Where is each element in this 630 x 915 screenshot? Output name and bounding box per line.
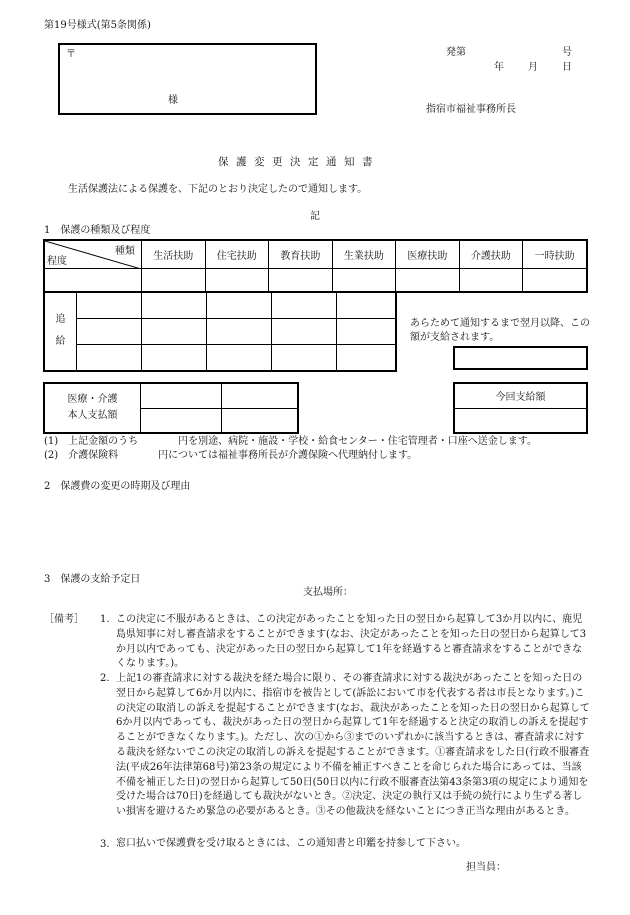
self-pay-label-1: 医療・介護: [67, 394, 118, 405]
amount-cell: [269, 268, 333, 292]
supplement-cell: [142, 345, 207, 371]
corner-cell: [44, 240, 142, 268]
supplement-cell: [337, 319, 397, 345]
issue-year: 年: [494, 62, 504, 73]
tsui-label: 追: [55, 314, 66, 326]
remark-2-num: 2.: [100, 673, 110, 684]
document-title: 保護変更決定通知書: [218, 156, 380, 168]
supplement-cell: [207, 319, 272, 345]
kyu-label: 給: [55, 336, 66, 348]
amount-cell: [459, 268, 523, 292]
current-payment-table: [453, 382, 588, 434]
supplement-cell: [77, 293, 142, 319]
amount-cell: [142, 268, 206, 292]
intro-text: 生活保護法による保護を、下記のとおり決定したので通知します。: [68, 184, 368, 195]
supplement-cell: [272, 345, 337, 371]
issuer: 指宿市福祉事務所長: [426, 104, 516, 115]
remark-3-num: 3.: [100, 839, 110, 850]
issue-number-label: 発第: [446, 47, 466, 58]
staff-label: 担当員：: [466, 862, 506, 873]
supplement-table: [43, 292, 397, 372]
current-payment-label: 今回支給額: [454, 383, 587, 408]
self-pay-cell: [222, 408, 299, 433]
supplement-cell: [142, 293, 207, 319]
amount-cell: [205, 268, 269, 292]
col-header: 教育扶助: [269, 240, 333, 268]
section3-heading: 3 保護の支給予定日: [44, 574, 141, 585]
col-header: 住宅扶助: [205, 240, 269, 268]
remark-3-text: 窓口払いで保護費を受け取るときには、この通知書と印鑑を持参して下さい。: [116, 838, 466, 849]
renotice-text: あらためて通知するまで翌月以降、この額が支給されます。: [410, 318, 590, 343]
corner-bottom-label: 程度: [47, 255, 67, 267]
col-header: 生業扶助: [332, 240, 396, 268]
issue-day: 日: [562, 62, 572, 73]
supplement-cell: [272, 319, 337, 345]
amount-cell: [44, 268, 142, 292]
remarks-label: ［備考］: [44, 614, 84, 625]
monthly-amount-box: [453, 346, 588, 370]
supplement-cell: [272, 293, 337, 319]
form-number: 第19号様式(第5条関係): [44, 20, 151, 31]
supplement-label-cell: [44, 293, 77, 371]
note-2: (2) 介護保険料 円については福祉事務所長が介護保険へ代理納付します。: [44, 450, 418, 461]
col-header: 生活扶助: [142, 240, 206, 268]
note-1: (1) 上記金額のうち 円を別途、病院・施設・学校・給食センター・住宅管理者・口座へ送金します。: [44, 436, 537, 447]
supplement-cell: [77, 345, 142, 371]
current-payment-value: [454, 408, 587, 433]
payment-place: 支払場所：: [303, 587, 353, 598]
ki-mark: 記: [310, 211, 320, 222]
supplement-cell: [207, 345, 272, 371]
honorific: 様: [168, 95, 178, 106]
supplement-cell: [337, 345, 397, 371]
col-header: 医療扶助: [396, 240, 460, 268]
remark-1-num: 1.: [100, 614, 110, 625]
self-pay-label: [44, 383, 141, 433]
postal-mark: 〒: [66, 49, 76, 60]
issue-month: 月: [528, 62, 538, 73]
col-header: 一時扶助: [523, 240, 587, 268]
col-header: 介護扶助: [459, 240, 523, 268]
self-pay-table: [43, 382, 299, 434]
remark-2-text: 上記1の審査請求に対する裁決を経た場合に限り、その審査請求に対する裁決があったことを知った日の翌日から起算して6か月以内に、指宿市を被告として(訴訟において市を代表する者は市長となります。)この決定の取消しの訴えを提起することができます(なお、裁決があったことを知った日の翌日から起算して6か月以内であっても、裁決があった日の翌日から起算して1年を経過すると決定の取消しの訴えを提起することができなくなります。)。ただし、次の①から③までのいずれかに該当するときは、審査請求に対する裁決を経ないでこの決定の取消しの訴えを提起することができます。①審査請求をした日(行政不服審査法(平成26年法律第68号)第23条の規定により不備を補正すべきことを命じられた場合にあっては、当該不備を補正した日)の翌日から起算して50日(50日以内に行政不服審査法第43条第3項の規定により通知を受けた場合は70日)を経過しても裁決がないとき。②決定、決定の執行又は手続の続行により生ずる著しい損害を避けるため緊急の必要があるとき。③その他裁決を経ないことにつき正当な理由があるとき。: [116, 673, 590, 818]
assistance-table: [43, 239, 588, 293]
corner-top-label: 種類: [115, 246, 135, 257]
remark-1-text: この決定に不服があるときは、この決定があったことを知った日の翌日から起算して3か月以内に、鹿児島県知事に対し審査請求をすることができます(なお、決定があったことを知った日の翌日から起算して3か月以内であっても、決定があった日の翌日から起算して1年を経過すると審査請求をすることができなくなります。)。: [116, 614, 587, 670]
section2-heading: 2 保護費の変更の時期及び理由: [44, 481, 191, 492]
section1-heading: 1 保護の種類及び程度: [44, 225, 151, 236]
self-pay-cell: [222, 383, 299, 408]
self-pay-cell: [141, 408, 222, 433]
supplement-cell: [77, 319, 142, 345]
supplement-cell: [337, 293, 397, 319]
supplement-cell: [142, 319, 207, 345]
self-pay-label-2: 本人支払額: [67, 410, 118, 421]
amount-cell: [332, 268, 396, 292]
amount-cell: [396, 268, 460, 292]
amount-cell: [523, 268, 587, 292]
address-box: [58, 43, 317, 115]
self-pay-cell: [141, 383, 222, 408]
supplement-cell: [207, 293, 272, 319]
issue-number-suffix: 号: [562, 47, 572, 58]
